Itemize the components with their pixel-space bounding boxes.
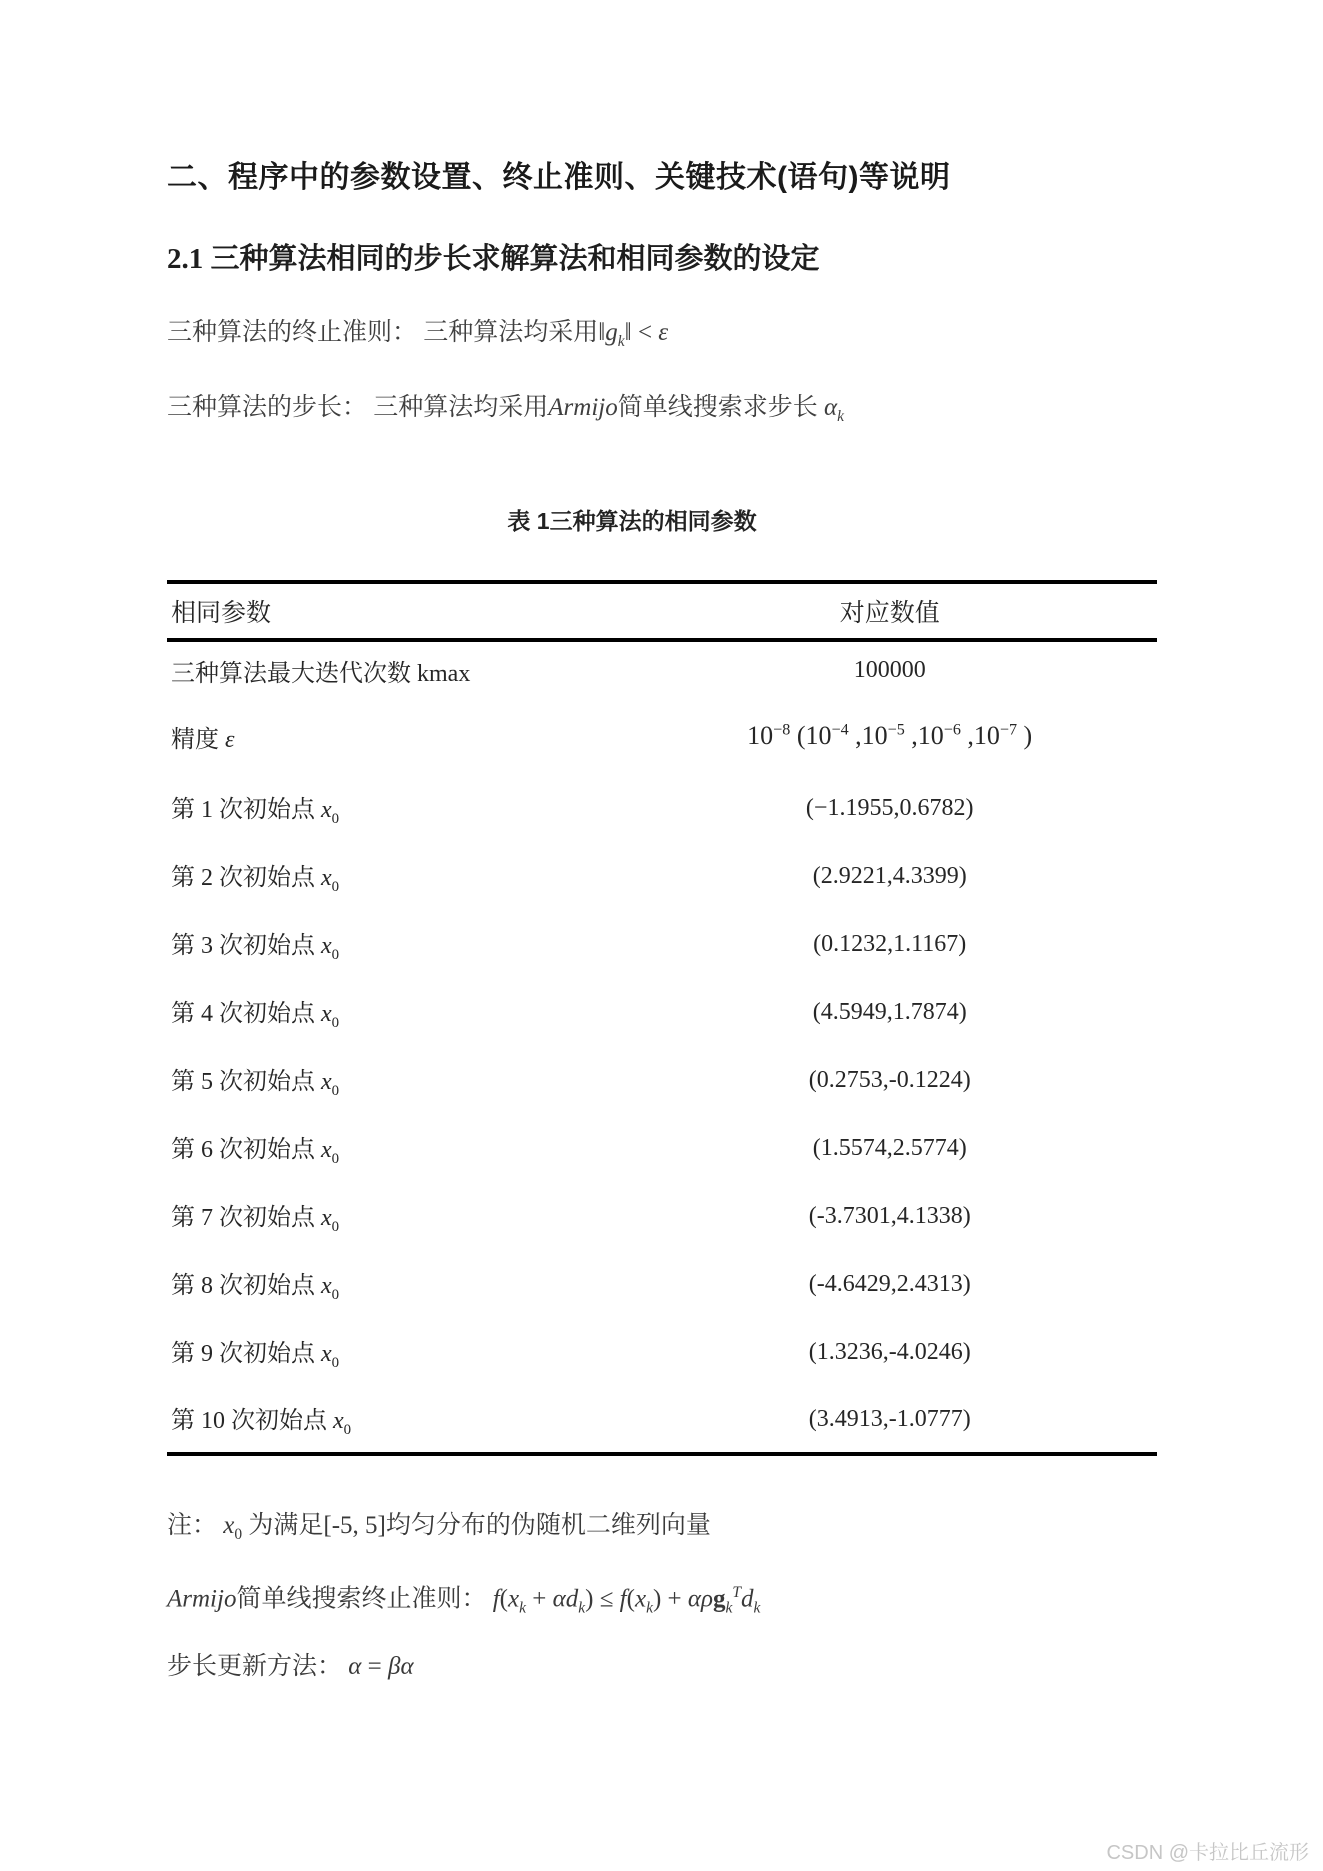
table-row	[167, 1046, 1157, 1114]
table-row	[167, 698, 1157, 774]
row-label: 第 9 次初始点 $x_0$	[171, 1340, 340, 1371]
csdn-watermark: CSDN @卡拉比丘流形	[1106, 1842, 1309, 1864]
subsection-heading: 2.1 三种算法相同的步长求解算法和相同参数的设定	[167, 243, 820, 275]
row-label: 第 1 次初始点 $x_0$	[171, 796, 340, 827]
row-label: 精度 ε	[171, 726, 235, 753]
row-label: 第 5 次初始点 $x_0$	[171, 1068, 340, 1099]
table-caption: 表 1三种算法的相同参数	[507, 508, 757, 535]
row-value: (0.1232,1.1167)	[813, 930, 967, 957]
table-row	[167, 910, 1157, 978]
row-value: $10^{-8}$ ($10^{-4}$ $,10^{-5}$ $,10^{-6}$ $,10^{-7}$ )	[747, 721, 1033, 751]
table-row	[167, 1386, 1157, 1454]
row-label: 第 7 次初始点 $x_0$	[171, 1204, 340, 1235]
table-row	[167, 1250, 1157, 1318]
parameters-table	[167, 580, 1157, 1456]
row-value: (3.4913,-1.0777)	[808, 1405, 971, 1432]
table-row	[167, 774, 1157, 842]
table-row	[167, 1182, 1157, 1250]
row-value: (1.3236,-4.0246)	[808, 1338, 971, 1365]
row-label: 第 4 次初始点 $x_0$	[171, 1000, 340, 1031]
table-row	[167, 640, 1157, 698]
row-label: 第 8 次初始点 $x_0$	[171, 1272, 340, 1303]
row-value: (1.5574,2.5774)	[812, 1134, 967, 1161]
table-row	[167, 978, 1157, 1046]
note-armijo-criterion: Armijo简单线搜索终止准则： $f(x_k + \alpha d_k) \le f(x_k) + \alpha\rho g_k^Td_k$	[167, 1584, 761, 1617]
row-label: 第 6 次初始点 $x_0$	[171, 1136, 340, 1167]
termination-criterion-paragraph: 三种算法的终止准则： 三种算法均采用$‖g_k‖ < \varepsilon$	[167, 318, 669, 350]
row-value: (-3.7301,4.1338)	[808, 1202, 971, 1229]
row-value: (−1.1955,0.6782)	[805, 794, 974, 821]
table-header-row	[167, 582, 1157, 640]
row-label: 第 2 次初始点 $x_0$	[171, 864, 340, 895]
note-random-vector: 注： $x_0$ 为满足[-5, 5]均匀分布的伪随机二维列向量	[167, 1512, 711, 1544]
row-value: 100000	[853, 656, 926, 683]
table-row	[167, 842, 1157, 910]
column-header-parameter: 相同参数	[171, 600, 272, 628]
row-value: (2.9221,4.3399)	[812, 862, 967, 889]
row-value: (4.5949,1.7874)	[812, 998, 967, 1025]
note-step-update: 步长更新方法： α = βα	[167, 1652, 414, 1680]
section-heading: 二、程序中的参数设置、终止准则、关键技术(语句)等说明	[167, 161, 951, 194]
row-value: (0.2753,-0.1224)	[808, 1066, 971, 1093]
table-row	[167, 1318, 1157, 1386]
step-length-paragraph: 三种算法的步长： 三种算法均采用Armijo简单线搜索求步长 $\alpha_k$	[167, 393, 844, 425]
row-label: 第 3 次初始点 $x_0$	[171, 932, 340, 963]
row-label: 第 10 次初始点 $x_0$	[171, 1407, 352, 1438]
column-header-value: 对应数值	[839, 600, 940, 628]
row-value: (-4.6429,2.4313)	[808, 1270, 971, 1297]
table-row	[167, 1114, 1157, 1182]
row-label: 三种算法最大迭代次数 kmax	[171, 660, 471, 687]
